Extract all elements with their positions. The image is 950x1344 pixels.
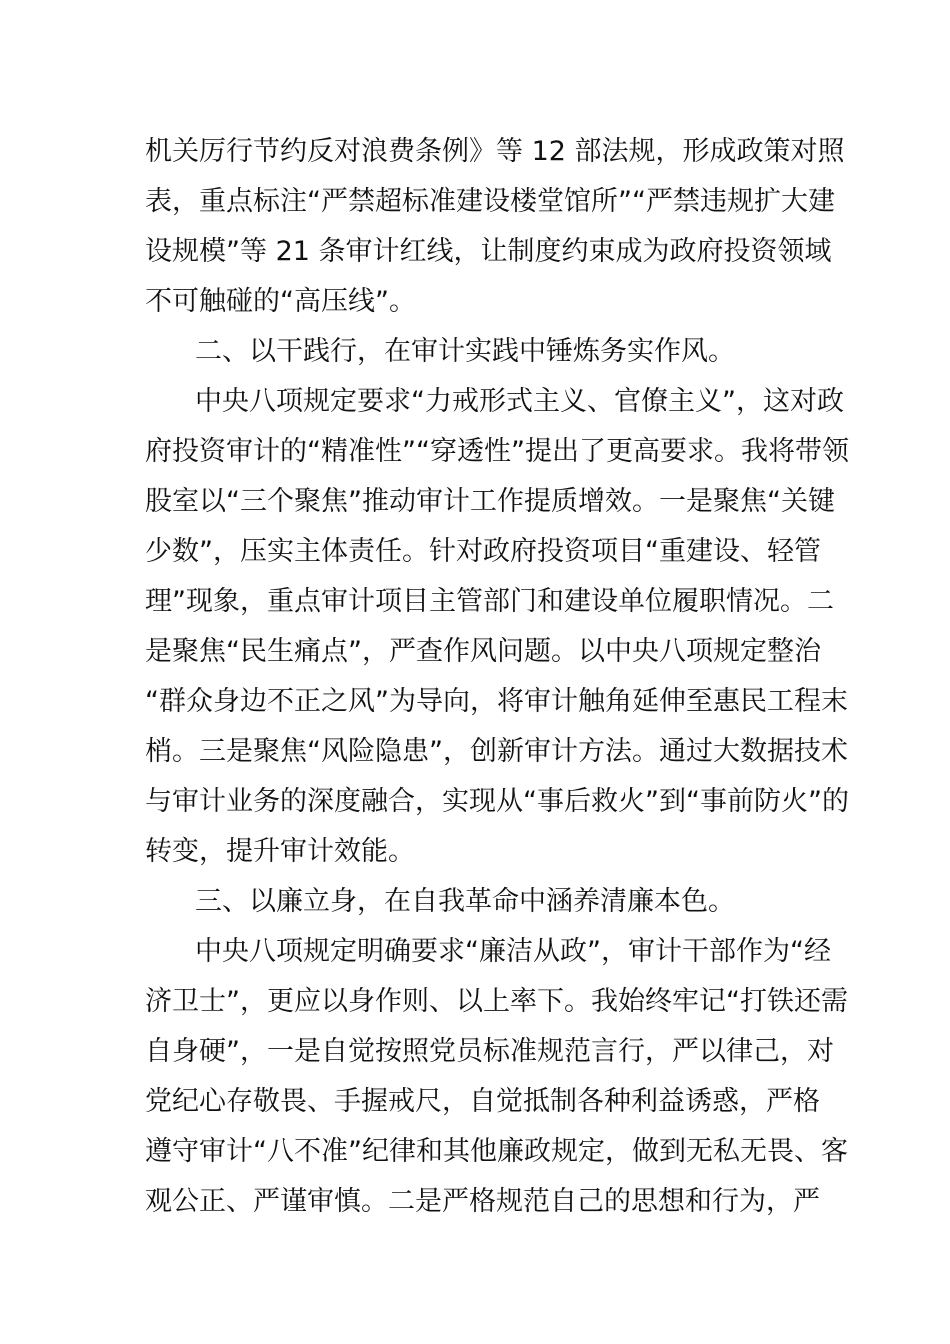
text-line: 梢。三是聚焦“风险隐患”，创新审计方法。通过大数据技术 <box>145 736 848 767</box>
text-line: 转变，提升审计效能。 <box>145 836 415 867</box>
text-line: 理”现象，重点审计项目主管部门和建设单位履职情况。二 <box>145 586 834 617</box>
text-line: 中央八项规定明确要求“廉洁从政”，审计干部作为“经 <box>195 936 831 967</box>
section-heading: 三、以廉立身，在自我革命中涵养清廉本色。 <box>195 886 735 917</box>
section-heading: 二、以干践行，在审计实践中锤炼务实作风。 <box>195 336 735 367</box>
text-line: 机关厉行节约反对浪费条例》等 12 部法规，形成政策对照 <box>145 136 845 167</box>
text-line: 党纪心存敬畏、手握戒尺，自觉抵制各种利益诱惑，严格 <box>145 1086 820 1117</box>
text-line: 表，重点标注“严禁超标准建设楼堂馆所”“严禁违规扩大建 <box>145 186 835 217</box>
text-line: 济卫士”，更应以身作则、以上率下。我始终牢记“打铁还需 <box>145 986 848 1017</box>
text-line: 自身硬”，一是自觉按照党员标准规范言行，严以律己，对 <box>145 1036 834 1067</box>
text-line: 观公正、严谨审慎。二是严格规范自己的思想和行为，严 <box>145 1186 820 1217</box>
text-line: 中央八项规定要求“力戒形式主义、官僚主义”，这对政 <box>195 386 844 417</box>
text-line: 府投资审计的“精准性”“穿透性”提出了更高要求。我将带领 <box>145 436 849 467</box>
text-line: 股室以“三个聚焦”推动审计工作提质增效。一是聚焦“关键 <box>145 486 835 517</box>
text-line: 少数”，压实主体责任。针对政府投资项目“重建设、轻管 <box>145 536 821 567</box>
text-line: 不可触碰的“高压线”。 <box>145 286 416 317</box>
document-body <box>145 127 849 1227</box>
text-line: 是聚焦“民生痛点”，严查作风问题。以中央八项规定整治 <box>145 636 821 667</box>
text-line: 与审计业务的深度融合，实现从“事后救火”到“事前防火”的 <box>145 786 849 817</box>
text-line: “群众身边不正之风”为导向，将审计触角延伸至惠民工程末 <box>145 686 848 717</box>
text-line: 设规模”等 21 条审计红线，让制度约束成为政府投资领域 <box>145 236 832 267</box>
text-line: 遵守审计“八不准”纪律和其他廉政规定，做到无私无畏、客 <box>145 1136 848 1167</box>
